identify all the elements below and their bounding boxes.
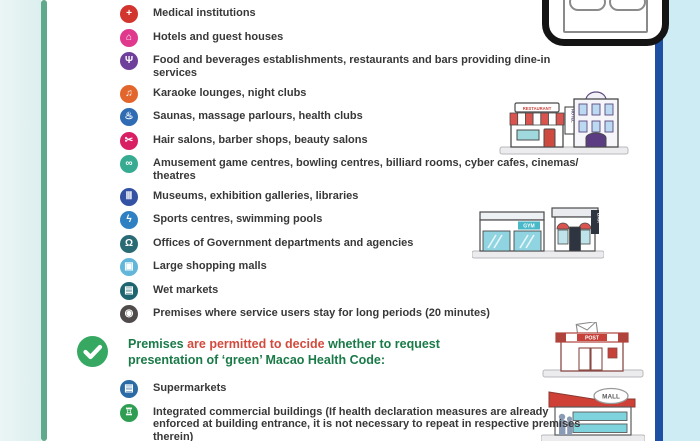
list-item: [120, 380, 587, 398]
section-heading: [128, 336, 512, 368]
list-item: [120, 211, 587, 229]
panel-right-blue-border: [655, 0, 663, 441]
right-background-strip: [663, 0, 700, 441]
mandatory-premises-list: [120, 5, 587, 329]
list-item-label: Food and beverages establishments, restaurants and bars providing dine-in services: [153, 54, 551, 79]
device-screen-button-right: [609, 0, 646, 11]
game-controller-icon: ∞: [120, 155, 138, 173]
bar-sign: BAR: [596, 213, 602, 223]
list-item: [120, 188, 587, 206]
list-item-label: Hair salons, barber shops, beauty salons: [153, 133, 368, 146]
device-screen-buttons: [569, 0, 646, 11]
supermarket-stall-icon: ▤: [120, 380, 138, 398]
gym-sign: GYM: [523, 223, 535, 230]
list-item-label: Offices of Government departments and agencies: [153, 236, 414, 249]
list-item: [120, 258, 587, 276]
left-background-strip: [0, 0, 41, 441]
health-code-device-illustration: [542, 0, 669, 46]
cutlery-icon: Ψ: [120, 52, 138, 70]
list-item: [120, 29, 587, 47]
list-item: [120, 404, 587, 441]
commercial-building-icon: ♖: [120, 404, 138, 422]
post-office-illustration: [541, 322, 645, 378]
list-item: [120, 305, 587, 323]
government-building-icon: Ω: [120, 235, 138, 253]
restaurant-sign: RESTAURANT: [522, 106, 552, 111]
list-item: [120, 52, 587, 79]
list-item-label: Wet markets: [153, 283, 219, 296]
market-stall-icon: ▤: [120, 282, 138, 300]
heading-green-part1: Premises: [128, 337, 188, 351]
shopping-bag-icon: ▣: [120, 258, 138, 276]
list-item-label: Saunas, massage parlours, health clubs: [153, 110, 363, 122]
music-note-icon: ♫: [120, 85, 138, 103]
list-item-label: Sports centres, swimming pools: [153, 213, 323, 225]
heading-green-part2: whether to request presentation of ‘green’ Macao Health Code:: [128, 337, 440, 367]
list-item: [120, 132, 587, 150]
list-item-label: Museums, exhibition galleries, libraries: [153, 189, 359, 202]
list-item: [120, 5, 587, 23]
hair-dryer-icon: ✂: [120, 132, 138, 150]
list-item-label: Integrated commercial buildings (If health declaration measures are already enforced at building entrance, it is not necessary to repeat in respective premises therein): [153, 405, 581, 441]
hotel-sign: HOTEL: [570, 109, 576, 123]
museum-icon: Ⅲ: [120, 188, 138, 206]
medical-cross-icon: +: [120, 5, 138, 23]
post-sign: POST: [584, 335, 600, 342]
list-item-label: Large shopping malls: [153, 260, 267, 272]
list-item-label: Supermarkets: [153, 382, 227, 394]
checkmark-icon: [77, 336, 108, 367]
list-item-label: Hotels and guest houses: [153, 30, 284, 43]
permitted-premises-heading-block: [77, 336, 512, 368]
list-item: [120, 85, 587, 103]
device-screen-button-left: [569, 0, 606, 11]
sauna-icon: ♨: [120, 108, 138, 126]
list-item: [120, 155, 587, 182]
location-pin-icon: ◉: [120, 305, 138, 323]
list-item-label: Amusement game centres, bowling centres, billiard rooms, cyber cafes, cinemas/ theatres: [153, 157, 579, 182]
post-building: [556, 322, 628, 371]
permitted-premises-list: [120, 380, 587, 441]
runner-icon: ϟ: [120, 211, 138, 229]
heading-red-part: are permitted to decide: [187, 337, 329, 351]
list-item-label: Premises where service users stay for long periods (20 minutes): [153, 307, 490, 319]
mall-sign: MALL: [602, 393, 620, 401]
list-item: [120, 235, 587, 253]
device-screen-frame: [563, 0, 648, 33]
list-item: [120, 108, 587, 126]
list-item: [120, 282, 587, 300]
bed-icon: ⌂: [120, 29, 138, 47]
list-item-label: Karaoke lounges, night clubs: [153, 86, 307, 99]
list-item-label: Medical institutions: [153, 7, 256, 19]
panel-left-green-border: [41, 0, 47, 441]
